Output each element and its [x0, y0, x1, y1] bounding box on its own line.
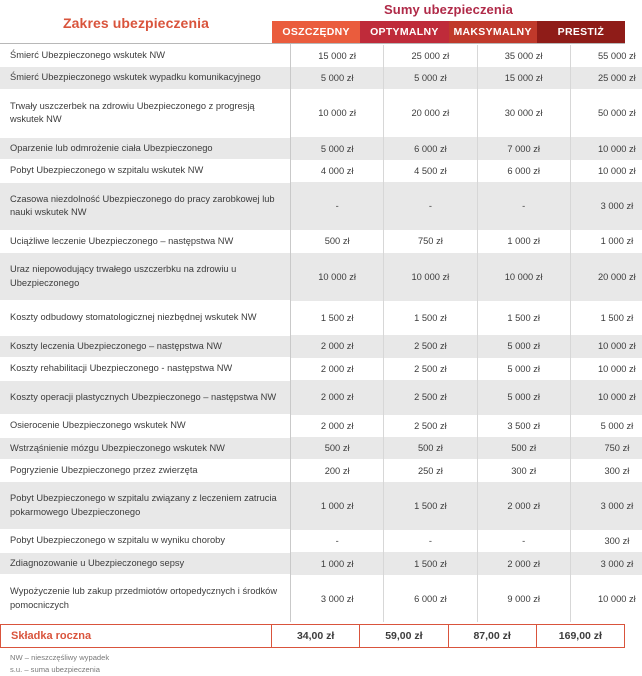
table-row: [0, 253, 642, 301]
annual-premium-row: [0, 624, 625, 648]
annual-premium-optymalny: 59,00 zł: [360, 625, 448, 647]
coverage-value-cell: 2 000 zł: [477, 482, 570, 530]
table-row: [0, 160, 642, 182]
table-row: [0, 301, 642, 335]
coverage-scope-cell: Zdiagnozowanie u Ubezpieczonego sepsy: [0, 552, 291, 574]
coverage-scope-cell: Koszty rehabilitacji Ubezpieczonego - następstwa NW: [0, 358, 291, 380]
plan-header-maksymalny[interactable]: MAKSYMALNY: [449, 21, 537, 43]
coverage-scope-cell: Trwały uszczerbek na zdrowiu Ubezpieczonego z progresją wskutek NW: [0, 89, 291, 137]
coverage-value-cell: 10 000 zł: [570, 335, 642, 357]
coverage-value-cell: 10 000 zł: [570, 137, 642, 159]
coverage-scope-cell: Wypożyczenie lub zakup przedmiotów ortopedycznych i środków pomocniczych: [0, 575, 291, 622]
coverage-value-cell: 1 000 zł: [291, 552, 384, 574]
coverage-value-cell: 3 500 zł: [477, 415, 570, 437]
coverage-scope-cell: Wstrząśnienie mózgu Ubezpieczonego wskutek NW: [0, 437, 291, 459]
coverage-value-cell: 3 000 zł: [570, 182, 642, 230]
coverage-scope-cell: Pobyt Ubezpieczonego w szpitalu związany z leczeniem zatrucia pokarmowego Ubezpieczonego: [0, 482, 291, 530]
coverage-scope-cell: Oparzenie lub odmrożenie ciała Ubezpieczonego: [0, 137, 291, 159]
coverage-value-cell: 25 000 zł: [384, 45, 477, 67]
coverage-value-cell: -: [384, 182, 477, 230]
coverage-value-cell: 500 zł: [477, 437, 570, 459]
coverage-value-cell: 2 500 zł: [384, 335, 477, 357]
coverage-value-cell: 10 000 zł: [570, 575, 642, 622]
plan-header-oszczedny[interactable]: OSZCZĘDNY: [272, 21, 360, 43]
coverage-value-cell: 500 zł: [291, 230, 384, 252]
coverage-value-cell: 2 500 zł: [384, 415, 477, 437]
plan-header-prestiz[interactable]: PRESTIŻ: [537, 21, 625, 43]
coverage-value-cell: 5 000 zł: [477, 358, 570, 380]
coverage-value-cell: 20 000 zł: [384, 89, 477, 137]
coverage-value-cell: 500 zł: [384, 437, 477, 459]
annual-premium-prestiz: 169,00 zł: [558, 630, 602, 643]
coverage-value-cell: 2 000 zł: [291, 335, 384, 357]
coverage-value-cell: 10 000 zł: [570, 380, 642, 414]
coverage-value-cell: 300 zł: [570, 530, 642, 552]
coverage-scope-cell: Uraz niepowodujący trwałego uszczerbku na zdrowiu u Ubezpieczonego: [0, 253, 291, 301]
table-row: [0, 182, 642, 230]
coverage-value-cell: 30 000 zł: [477, 89, 570, 137]
coverage-value-cell: 5 000 zł: [384, 67, 477, 89]
coverage-scope-cell: Koszty leczenia Ubezpieczonego – następstwa NW: [0, 335, 291, 357]
coverage-value-cell: 250 zł: [384, 459, 477, 481]
coverage-value-cell: 25 000 zł: [570, 67, 642, 89]
footnotes: [0, 652, 642, 676]
coverage-table: [0, 44, 642, 622]
coverage-value-cell: 15 000 zł: [291, 45, 384, 67]
table-row: [0, 67, 642, 89]
coverage-value-cell: 4 000 zł: [291, 160, 384, 182]
coverage-value-cell: 6 000 zł: [384, 575, 477, 622]
coverage-value-cell: 10 000 zł: [477, 253, 570, 301]
coverage-value-cell: 9 000 zł: [477, 575, 570, 622]
table-header-band: [0, 0, 642, 43]
coverage-value-cell: 2 500 zł: [384, 358, 477, 380]
coverage-value-cell: 15 000 zł: [477, 67, 570, 89]
coverage-scope-cell: Pogryzienie Ubezpieczonego przez zwierzęta: [0, 459, 291, 481]
coverage-value-cell: 200 zł: [291, 459, 384, 481]
sums-group-title: Sumy ubezpieczenia: [384, 2, 513, 17]
coverage-value-cell: 2 500 zł: [384, 380, 477, 414]
table-row: [0, 380, 642, 414]
coverage-value-cell: 3 000 zł: [570, 552, 642, 574]
table-row: [0, 459, 642, 481]
table-row: [0, 575, 642, 622]
coverage-value-cell: 1 500 zł: [384, 301, 477, 335]
coverage-table-body: [0, 45, 642, 623]
coverage-value-cell: 10 000 zł: [570, 160, 642, 182]
coverage-value-cell: 2 000 zł: [477, 552, 570, 574]
coverage-scope-cell: Pobyt Ubezpieczonego w szpitalu wskutek NW: [0, 160, 291, 182]
coverage-value-cell: 1 500 zł: [291, 301, 384, 335]
table-row: [0, 437, 642, 459]
coverage-value-cell: 1 000 zł: [291, 482, 384, 530]
coverage-value-cell: 35 000 zł: [477, 45, 570, 67]
coverage-value-cell: 2 000 zł: [291, 415, 384, 437]
coverage-value-cell: -: [477, 530, 570, 552]
coverage-value-cell: 750 zł: [570, 437, 642, 459]
table-row: [0, 45, 642, 67]
coverage-scope-cell: Czasowa niezdolność Ubezpieczonego do pracy zarobkowej lub nauki wskutek NW: [0, 182, 291, 230]
table-row: [0, 482, 642, 530]
coverage-value-cell: 750 zł: [384, 230, 477, 252]
footnote-nw: NW – nieszczęśliwy wypadek: [10, 653, 110, 663]
coverage-value-cell: 2 000 zł: [291, 380, 384, 414]
coverage-value-cell: 5 000 zł: [477, 380, 570, 414]
plan-header-row: [272, 21, 625, 43]
coverage-scope-cell: Osierocenie Ubezpieczonego wskutek NW: [0, 415, 291, 437]
table-row: [0, 552, 642, 574]
scope-column-title: Zakres ubezpieczenia: [63, 15, 209, 31]
annual-premium-label: Składka roczna: [1, 625, 272, 647]
coverage-value-cell: 1 000 zł: [477, 230, 570, 252]
coverage-value-cell: 300 zł: [570, 459, 642, 481]
coverage-value-cell: 5 000 zł: [291, 137, 384, 159]
coverage-value-cell: 7 000 zł: [477, 137, 570, 159]
coverage-value-cell: 10 000 zł: [384, 253, 477, 301]
coverage-scope-cell: Śmierć Ubezpieczonego wskutek wypadku komunikacyjnego: [0, 67, 291, 89]
coverage-value-cell: 1 500 zł: [477, 301, 570, 335]
coverage-value-cell: -: [384, 530, 477, 552]
coverage-scope-cell: Śmierć Ubezpieczonego wskutek NW: [0, 45, 291, 67]
coverage-value-cell: 1 000 zł: [570, 230, 642, 252]
coverage-scope-cell: Pobyt Ubezpieczonego w szpitalu w wyniku choroby: [0, 530, 291, 552]
coverage-value-cell: 10 000 zł: [291, 253, 384, 301]
coverage-value-cell: 300 zł: [477, 459, 570, 481]
coverage-scope-cell: Uciążliwe leczenie Ubezpieczonego – następstwa NW: [0, 230, 291, 252]
coverage-value-cell: 5 000 zł: [477, 335, 570, 357]
plan-header-optymalny[interactable]: OPTYMALNY: [360, 21, 448, 43]
table-row: [0, 415, 642, 437]
table-row: [0, 89, 642, 137]
footnote-su: s.u. – suma ubezpieczenia: [10, 665, 100, 675]
coverage-value-cell: 5 000 zł: [570, 415, 642, 437]
coverage-value-cell: 2 000 zł: [291, 358, 384, 380]
coverage-value-cell: 50 000 zł: [570, 89, 642, 137]
coverage-value-cell: -: [291, 530, 384, 552]
table-row: [0, 358, 642, 380]
coverage-value-cell: -: [477, 182, 570, 230]
coverage-value-cell: -: [291, 182, 384, 230]
coverage-value-cell: 500 zł: [291, 437, 384, 459]
coverage-value-cell: 5 000 zł: [291, 67, 384, 89]
coverage-value-cell: 4 500 zł: [384, 160, 477, 182]
coverage-value-cell: 10 000 zł: [570, 358, 642, 380]
coverage-value-cell: 1 500 zł: [384, 552, 477, 574]
coverage-value-cell: 3 000 zł: [291, 575, 384, 622]
annual-premium-oszczedny: 34,00 zł: [272, 625, 360, 647]
coverage-value-cell: 55 000 zł: [570, 45, 642, 67]
coverage-value-cell: 3 000 zł: [570, 482, 642, 530]
coverage-value-cell: 1 500 zł: [384, 482, 477, 530]
coverage-value-cell: 6 000 zł: [384, 137, 477, 159]
annual-premium-maksymalny: 87,00 zł: [449, 625, 537, 647]
coverage-value-cell: 20 000 zł: [570, 253, 642, 301]
coverage-value-cell: 10 000 zł: [291, 89, 384, 137]
table-row: [0, 335, 642, 357]
coverage-value-cell: 6 000 zł: [477, 160, 570, 182]
coverage-value-cell: 1 500 zł: [570, 301, 642, 335]
table-row: [0, 137, 642, 159]
table-row: [0, 530, 642, 552]
table-row: [0, 230, 642, 252]
coverage-scope-cell: Koszty odbudowy stomatologicznej niezbędnej wskutek NW: [0, 301, 291, 335]
coverage-scope-cell: Koszty operacji plastycznych Ubezpieczonego – następstwa NW: [0, 380, 291, 414]
